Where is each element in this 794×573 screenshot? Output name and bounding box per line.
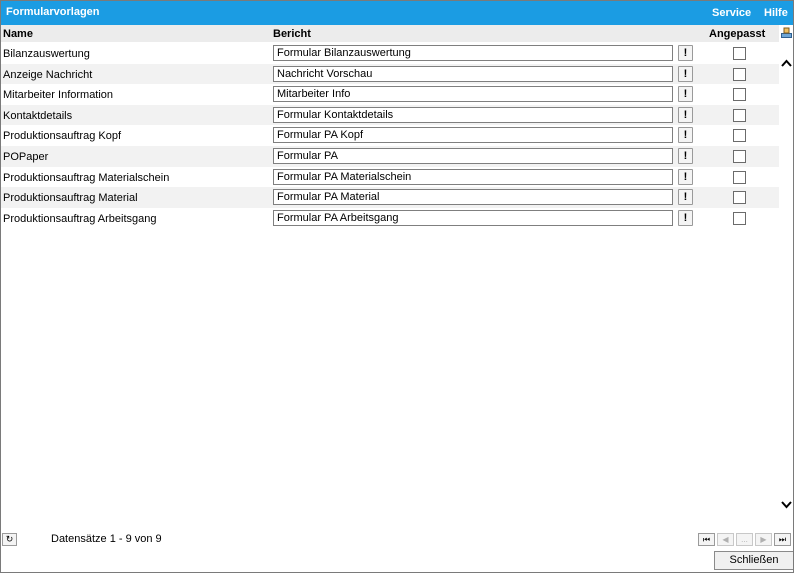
table-row [1, 187, 779, 208]
report-details-button[interactable]: ! [678, 127, 693, 143]
chevron-up-icon[interactable] [781, 59, 792, 67]
table-row [1, 167, 779, 188]
report-input[interactable]: Formular PA [273, 148, 673, 164]
row-name: Produktionsauftrag Kopf [3, 130, 122, 143]
report-input[interactable]: Formular Kontaktdetails [273, 107, 673, 123]
report-input[interactable]: Mitarbeiter Info [273, 86, 673, 102]
row-name: Kontaktdetails [3, 109, 73, 122]
row-name: POPaper [3, 150, 49, 163]
report-details-button[interactable]: ! [678, 107, 693, 123]
report-details-button[interactable]: ! [678, 210, 693, 226]
table-row [1, 208, 779, 229]
window-title: Formularvorlagen [6, 6, 100, 18]
table-row [1, 64, 779, 85]
report-details-button[interactable]: ! [678, 169, 693, 185]
templates-table [1, 43, 779, 228]
custom-checkbox[interactable] [733, 150, 746, 163]
custom-checkbox[interactable] [733, 68, 746, 81]
row-name: Produktionsauftrag Arbeitsgang [3, 212, 157, 225]
report-details-button[interactable]: ! [678, 66, 693, 82]
column-header-custom[interactable]: Angepasst [709, 28, 766, 40]
refresh-icon[interactable]: ↻ [2, 533, 17, 546]
custom-checkbox[interactable] [733, 191, 746, 204]
report-input[interactable]: Formular PA Materialschein [273, 169, 673, 185]
first-page-button[interactable]: ⏮ [698, 533, 715, 546]
custom-checkbox[interactable] [733, 47, 746, 60]
row-name: Produktionsauftrag Materialschein [3, 171, 170, 184]
table-header [1, 25, 779, 42]
report-details-button[interactable]: ! [678, 45, 693, 61]
row-name: Mitarbeiter Information [3, 89, 114, 102]
report-input[interactable]: Formular PA Material [273, 189, 673, 205]
column-header-name[interactable]: Name [3, 28, 33, 40]
prev-page-button[interactable]: ◀ [717, 533, 734, 546]
custom-checkbox[interactable] [733, 109, 746, 122]
report-input[interactable]: Formular PA Kopf [273, 127, 673, 143]
custom-checkbox[interactable] [733, 88, 746, 101]
report-details-button[interactable]: ! [678, 86, 693, 102]
report-details-button[interactable]: ! [678, 148, 693, 164]
table-row [1, 43, 779, 64]
row-name: Produktionsauftrag Material [3, 192, 138, 205]
custom-checkbox[interactable] [733, 129, 746, 142]
table-row [1, 105, 779, 126]
report-input[interactable]: Nachricht Vorschau [273, 66, 673, 82]
row-name: Anzeige Nachricht [3, 68, 93, 81]
table-row [1, 84, 779, 105]
next-page-button[interactable]: ▶ [755, 533, 772, 546]
report-input[interactable]: Formular PA Arbeitsgang [273, 210, 673, 226]
table-row [1, 146, 779, 167]
row-name: Bilanzauswertung [3, 48, 90, 60]
report-details-button[interactable]: ! [678, 189, 693, 205]
close-button[interactable]: Schließen [714, 551, 794, 570]
service-link[interactable]: Service [712, 7, 752, 19]
last-page-button[interactable]: ⏭ [774, 533, 791, 546]
title-bar [1, 1, 793, 25]
custom-checkbox[interactable] [733, 171, 746, 184]
record-count: Datensätze 1 - 9 von 9 [51, 533, 162, 545]
chevron-down-icon[interactable] [781, 501, 792, 509]
vertical-scrollbar[interactable] [779, 43, 794, 517]
column-settings-icon[interactable] [781, 27, 792, 38]
table-row [1, 125, 779, 146]
custom-checkbox[interactable] [733, 212, 746, 225]
page-ellipsis-button[interactable]: ... [736, 533, 753, 546]
report-input[interactable]: Formular Bilanzauswertung [273, 45, 673, 61]
column-header-report[interactable]: Bericht [273, 28, 311, 40]
help-link[interactable]: Hilfe [764, 7, 788, 19]
